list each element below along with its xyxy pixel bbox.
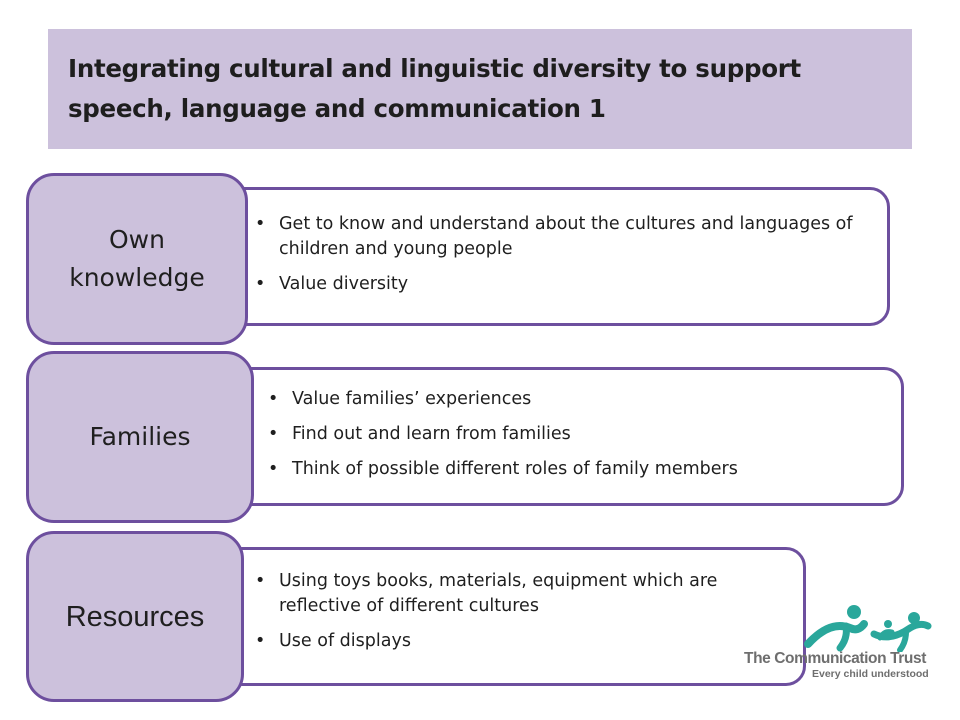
own-knowledge-label	[69, 221, 205, 297]
logo-tagline-text: Every child understood	[812, 668, 929, 680]
families-bullet-list	[268, 387, 898, 492]
resources-bullet-1: • Using toys books, materials, equipment which are reflective of different cultures	[255, 569, 775, 619]
families-bullet-2: • Find out and learn from families	[268, 422, 898, 447]
title-line-1: Integrating cultural and linguistic diversity to support	[68, 54, 801, 83]
slide-title	[68, 49, 892, 129]
own-knowledge-label-box	[26, 173, 248, 345]
own-knowledge-label-line-2: knowledge	[69, 263, 205, 292]
families-bullet-3: • Think of possible different roles of family members	[268, 457, 898, 482]
own-knowledge-bullet-list	[255, 212, 865, 307]
resources-bullet-2: • Use of displays	[255, 629, 775, 654]
resources-bullet-list	[255, 569, 775, 664]
title-bar	[48, 29, 912, 149]
families-label-box	[26, 351, 254, 523]
resources-label-box	[26, 531, 244, 702]
resources-content-box	[222, 547, 806, 686]
own-knowledge-bullet-2: • Value diversity	[255, 272, 865, 297]
own-knowledge-label-line-1: Own	[109, 225, 165, 254]
people-figures-icon	[742, 604, 938, 652]
own-knowledge-bullet-1: • Get to know and understand about the cultures and languages of children and young people	[255, 212, 865, 262]
logo-name-text: The Communication Trust	[744, 650, 926, 667]
families-label: Families	[89, 422, 191, 451]
title-line-2: speech, language and communication 1	[68, 94, 606, 123]
resources-label: Resources	[65, 600, 205, 633]
communication-trust-logo	[742, 604, 938, 684]
own-knowledge-content-box	[222, 187, 890, 326]
families-bullet-1: • Value families’ experiences	[268, 387, 898, 412]
families-content-box	[228, 367, 904, 506]
